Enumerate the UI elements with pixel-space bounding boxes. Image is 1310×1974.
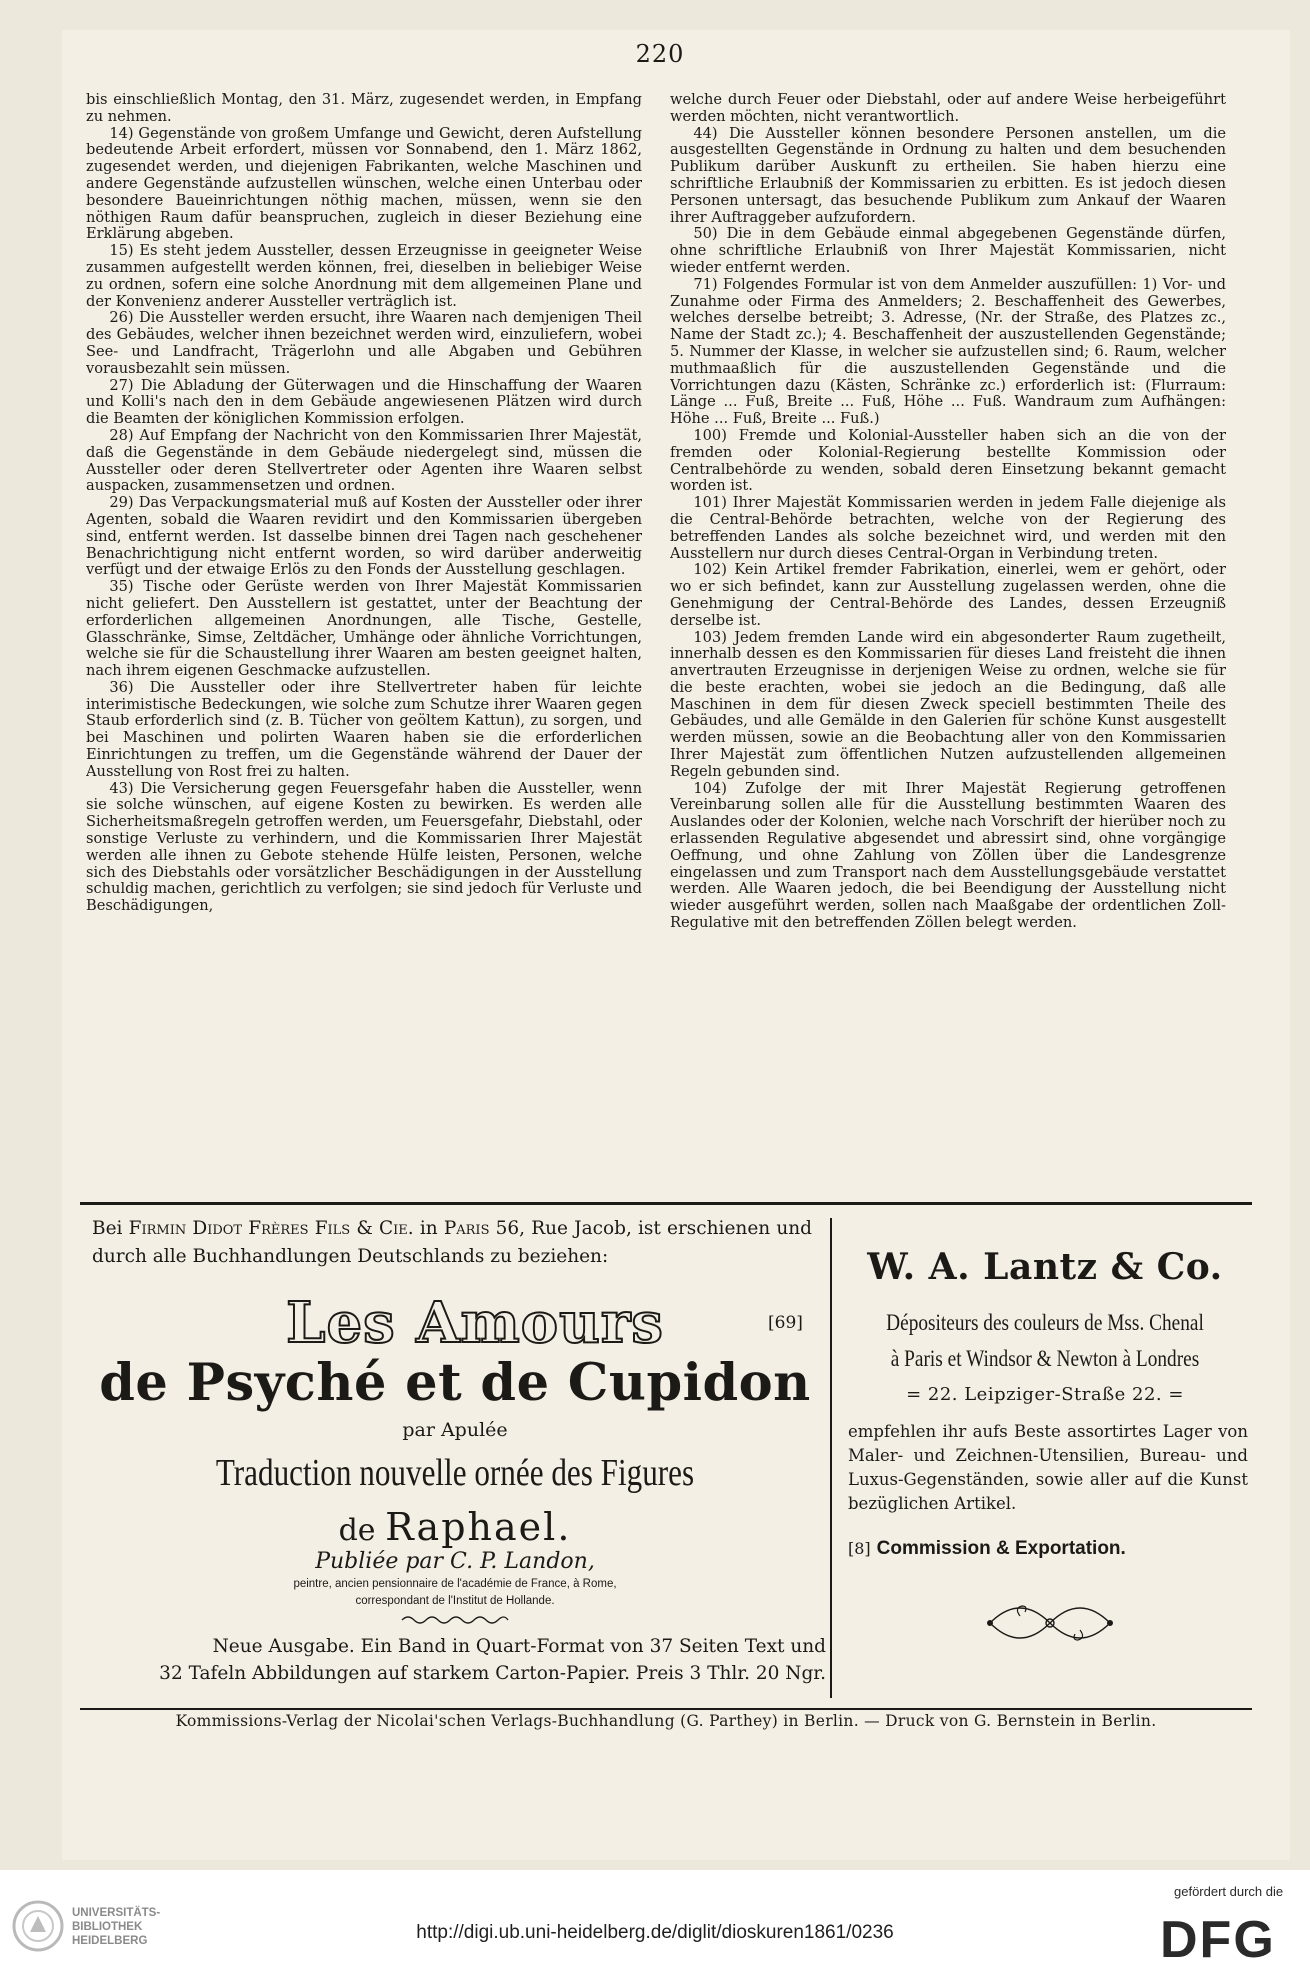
illustrator-name: Raphael. <box>385 1505 572 1549</box>
book-advertisement <box>80 1215 830 1684</box>
paragraph: 50) Die in dem Gebäude einmal abgegebenen Gegenstände dürfen, ohne schriftliche Erlaubniß von Ihrer Majestät Kommissarien, nicht wieder entfernt werden. <box>670 225 1226 276</box>
left-column <box>86 92 642 1192</box>
publisher-description: correspondant de l'Institut de Hollande. <box>355 1595 555 1607</box>
vertical-rule <box>830 1218 832 1698</box>
illustrator: de Raphael. <box>338 1505 572 1549</box>
firm-description: empfehlen ihr aufs Beste assortirtes Lager von Maler- und Zeichnen-Utensilien, Bureau- und Luxus-Gegenständen, sowie aller auf die Kunst bezüglichen Artikel. <box>848 1422 1248 1513</box>
paragraph: 101) Ihrer Majestät Kommissarien werden in jedem Falle diejenige als die Central-Behörde betrachten, welche von der Regierung des betreffenden Landes als solche bezeichnet wird, und werden mit den Ausstellern nur durch dieses Central-Organ in Verbindung treten. <box>670 494 1226 562</box>
ad-intro: Bei Firmin Didot Frères Fils & Cie. in Paris 56, Rue Jacob, ist erschienen und durch alle Buchhandlungen Deutschlands zu beziehen: <box>92 1218 813 1267</box>
paragraph: 36) Die Aussteller oder ihre Stellvertreter haben für leichte interimistische Bedeckungen, wie solche zum Schutze ihrer Waaren gegen Staub erforderlich sind (z. B. Tücher von geöltem Kattun), zu sorgen, und bei Maschinen und polirten Waaren haben sie die erforderlichen Einrichtungen zu treffen, um die Gegenstände während der Dauer der Ausstellung von Rost frei zu halten. <box>86 678 642 780</box>
paragraph: 15) Es steht jedem Aussteller, dessen Erzeugnisse in geeigneter Weise zusammen aufgestellt werden können, frei, dieselben in beliebiger Weise zu ordnen, sofern eine solche Anordnung mit dem allgemeinen Plane und der Konvenienz anderer Aussteller verträglich ist. <box>86 242 642 310</box>
paragraph: 102) Kein Artikel fremder Fabrikation, einerlei, wem er gehört, oder wo er sich befindet, kann zur Ausstellung zugelassen werden, ohne die Genehmigung der Central-Behörde des Landes, dessen Erzeugniß derselbe ist. <box>670 561 1226 629</box>
horizontal-rule <box>80 1708 1252 1710</box>
horizontal-rule <box>80 1202 1252 1205</box>
paragraph: 71) Folgendes Formular ist von dem Anmelder auszufüllen: 1) Vor- und Zunahme oder Firma des Anmelders; 2. Beschaffenheit des Gewerbes, welches derselbe betreibt; 3. Adresse, (Nr. der Straße, des Platzes zc., Name der Stadt zc.); 4. Beschaffenheit der auszustellenden Gegenstände; 5. Nummer der Klasse, in welcher sie aufzustellen sind; 6. Raum, welcher muthmaaßlich für die auszustellenden Gegenstände und die Vorrichtungen dazu (Kästen, Schränke zc.) erforderlich ist: (Flurraum: Länge ... Fuß, Breite ... Fuß, Höhe ... Fuß. Wandraum zum Aufhängen: Höhe ... Fuß, Breite ... Fuß.) <box>670 275 1226 428</box>
city-name: Paris <box>443 1218 490 1239</box>
scroll-ornament <box>980 1598 1120 1648</box>
university-name: UNIVERSITÄTS- BIBLIOTHEK HEIDELBERG <box>72 1907 161 1947</box>
paragraph: 28) Auf Empfang der Nachricht von den Kommissarien Ihrer Majestät, daß die Gegenstände in dem Gebäude niedergelegt sind, müssen die Aussteller oder deren Stellvertreter oder Agenten ihre Waaren selbst auspacken, zusammensetzen und ordnen. <box>86 426 642 495</box>
paragraph: 35) Tische oder Gerüste werden von Ihrer Majestät Kommissarien nicht geliefert. Den Ausstellern ist gestattet, unter der Beachtung der erforderlichen allgemeinen Anordnungen, alle Tische, Gestelle, Glasschränke, Simse, Zeltdächer, Umhänge oder ähnliche Vorrichtungen, welche sie für die Schaustellung ihrer Waaren am besten geeignet halten, nach ihrem eigenen Geschmacke aufzustellen. <box>86 578 642 680</box>
paragraph: 14) Gegenstände von großem Umfange und Gewicht, deren Aufstellung bedeutende Arbeit erfordert, müssen vor Sonnabend, den 1. März 1862, zugesendet werden, und diejenigen Fabrikanten, welche Maschinen und andere Gegenstände aufzustellen wünschen, welche einen Unterbau oder besondere Baueinrichtungen nöthig machen, müssen, wenn sie den nöthigen Raum dafür beanspruchen, zugleich in dieser Beziehung eine Erklärung abgeben. <box>86 124 642 243</box>
ad-reference: [69] <box>768 1313 803 1333</box>
footer-bar <box>0 1870 1310 1974</box>
publisher-description: peintre, ancien pensionnaire de l'académie de France, à Rome, <box>293 1578 617 1590</box>
publisher-name: Firmin Didot Frères Fils & Cie. <box>128 1218 414 1239</box>
firm-name: W. A. Lantz & Co. <box>867 1246 1223 1288</box>
source-url[interactable]: http://digi.ub.uni-heidelberg.de/diglit/dioskuren1861/0236 <box>416 1922 894 1943</box>
depositeurs-line: à Paris et Windsor & Newton à Londres <box>890 1346 1200 1371</box>
commission-line: [8] Commission & Exportation. <box>848 1538 1126 1559</box>
book-title-line2: de Psyché et de Cupidon <box>99 1353 811 1413</box>
book-subtitle: Traduction nouvelle ornée des Figures <box>215 1452 695 1494</box>
paragraph: 104) Zufolge der mit Ihrer Majestät Regierung getroffenen Vereinbarung sollen alle für die Ausstellung bestimmten Waaren des Auslandes oder der Kolonien, welche nach Vorschrift der hierüber noch zu erlassenden Regulative abgesendet und abressirt sind, ohne vorgängige Oeffnung, und ohne Zahlung von Zöllen über die Landesgrenze eingelassen und zum Transport nach dem Ausstellungsgebäude verstattet werden. Alle Waaren jedoch, die bei Beendigung der Ausstellung nicht wieder ausgeführt werden, sollen nach Maaßgabe der ordentlichen Zoll-Regulative mit den betreffenden Zöllen belegt werden. <box>670 779 1226 932</box>
paragraph: 27) Die Abladung der Güterwagen und die Hinschaffung der Waaren und Kolli's nach den in dem Gebäude angewiesenen Plätzen wird durch die Beamten der königlichen Kommission erfolgen. <box>86 376 642 428</box>
dfg-logo: DFG <box>1160 1911 1276 1969</box>
depositeurs-line: Dépositeurs des couleurs de Mss. Chenal <box>886 1310 1204 1335</box>
paragraph: 26) Die Aussteller werden ersucht, ihre Waaren nach demjenigen Theil des Gebäudes, welcher ihnen bezeichnet werden wird, einzuliefern, wobei See- und Landfracht, Trägerlohn und alle Abgaben und Gebühren vorausbezahlt sein müssen. <box>86 309 642 377</box>
firm-address: = 22. Leipziger-Straße 22. = <box>906 1384 1184 1405</box>
paragraph: 103) Jedem fremden Lande wird ein abgesonderter Raum zugetheilt, innerhalb dessen es den Kommissarien für dieses Land freisteht die ihnen anvertrauten Erzeugnisse in derjenigen Weise zu ordnen, welche sie für die beste erachten, wobei sie jedoch an die Bedingung, daß alle Maschinen in dem für diesen Zweck speciell bestimmten Theile des Gebäudes, und alle Gemälde in den Galerien für schöne Kunst ausgestellt werden müssen, sowie an die Beobachtung aller von den Kommissarien Ihrer Majestät zum öffentlichen Nutzen aufzustellenden allgemeinen Regeln gebunden sind. <box>670 628 1226 780</box>
book-title-line1: Les Amours <box>286 1290 664 1356</box>
paragraph: 100) Fremde und Kolonial-Aussteller haben sich an die von der fremden oder Kolonial-Regierung bestellte Kommission oder Centralbehörde zu wenden, sobald deren Einsetzung bekannt gemacht worden ist. <box>670 426 1226 495</box>
paragraph: bis einschließlich Montag, den 31. März, zugesendet werden, in Empfang zu nehmen. <box>86 92 642 125</box>
funding-caption: gefördert durch die <box>1174 1884 1284 1899</box>
publisher-credit: Publiée par C. P. Landon, <box>315 1549 595 1574</box>
paragraph: welche durch Feuer oder Diebstahl, oder auf andere Weise herbeigeführt werden möchten, nicht verantwortlich. <box>670 92 1226 125</box>
paragraph: 44) Die Aussteller können besondere Personen anstellen, um die ausgestellten Gegenstände in Ordnung zu halten und dem besuchenden Publikum darüber Auskunft zu ertheilen. Sie haben hierzu eine schriftliche Erlaubniß der Kommissarien zu erbitten. Es ist jedoch diesen Personen untersagt, das besuchende Publikum zum Ankauf der Waaren ihrer Auftraggeber aufzufordern. <box>670 124 1226 226</box>
paragraph: 43) Die Versicherung gegen Feuersgefahr haben die Aussteller, wenn sie solche wünschen, auf eigene Kosten zu bewirken. Es werden alle Sicherheitsmaßregeln getroffen werden, um Feuersgefahr, Diebstahl, oder sonstige Verluste zu verhindern, und die Kommissarien Ihrer Majestät werden alle ihnen zu Gebote stehende Hülfe leisten, Personen, welche sich des Diebstahls oder vorsätzlicher Beschädigungen in der Ausstellung schuldig machen, gerichtlich zu verfolgen; sie sind jedoch für Verluste und Beschädigungen, <box>86 779 642 915</box>
ad-reference: [8] <box>848 1539 871 1558</box>
right-column <box>670 92 1226 1192</box>
book-author: par Apulée <box>402 1419 508 1441</box>
flourish-ornament <box>400 1613 510 1627</box>
imprint-line: Kommissions-Verlag der Nicolai'schen Verlags-Buchhandlung (G. Parthey) in Berlin. — Druck von G. Bernstein in Berlin. <box>175 1712 1157 1730</box>
edition-info: Neue Ausgabe. Ein Band in Quart-Format von 37 Seiten Text und 32 Tafeln Abbildungen auf starkem Carton-Papier. Preis 3 Thlr. 20 Ngr. <box>159 1636 826 1684</box>
page-number: 220 <box>635 40 685 68</box>
paragraph: 29) Das Verpackungsmaterial muß auf Kosten der Aussteller oder ihrer Agenten, sobald die Waaren revidirt und den Kommissarien übergeben sind, entfernt werden. Ist dasselbe binnen drei Tagen nach geschehener Benachrichtigung nicht entfernt worden, so wird darüber anderweitig verfügt und der etwaige Erlös zu den Fonds der Ausstellung geschlagen. <box>86 494 642 579</box>
